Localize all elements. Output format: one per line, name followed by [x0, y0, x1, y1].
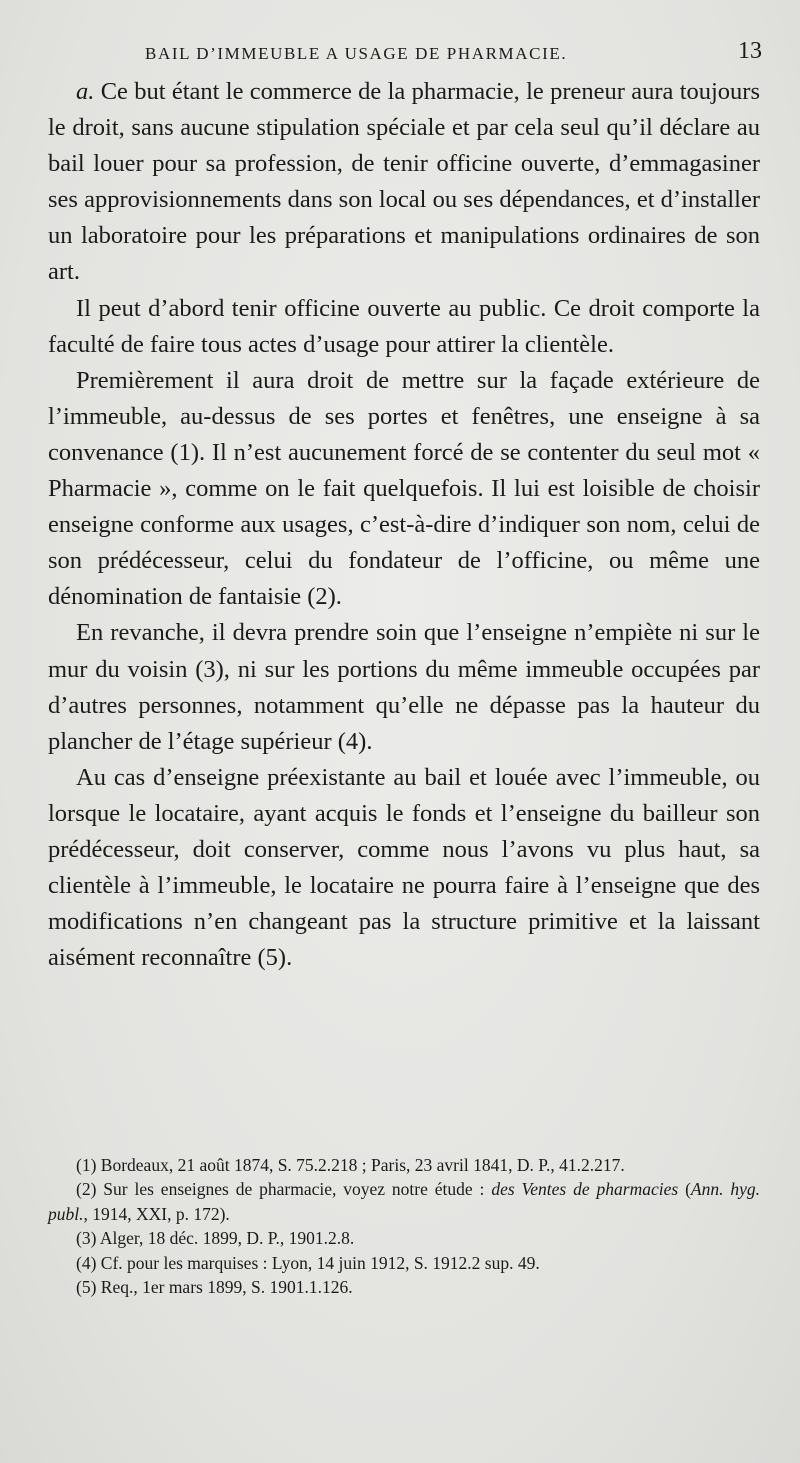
footnote: (4) Cf. pour les marquises : Lyon, 14 juin 1912, S. 1912.2 sup. 49. — [76, 1252, 540, 1273]
footnote — [48, 1177, 760, 1226]
running-head — [0, 38, 800, 68]
paragraph: Premièrement il aura droit de mettre sur la façade extérieure de l’immeuble, au-dessus de ses portes et fenêtres, une enseigne à sa convenance (1). Il n’est aucunement forcé de se contenter du seul mot « Pharmacie », comme on le fait quelquefois. Il lui est loisible de choisir enseigne conforme aux usages, c’est-à-dire d’indiquer son nom, celui de son prédécesseur, celui du fondateur de l’officine, ou même une dénomination de fantaisie (2). — [48, 366, 760, 611]
footnote-title: des Ventes de pharmacies — [491, 1179, 679, 1200]
running-title: BAIL D’IMMEUBLE A USAGE DE PHARMACIE. — [145, 44, 568, 63]
footnote-text: ( — [678, 1179, 691, 1200]
footnote-text: , 1914, XXI, p. 172). — [83, 1203, 230, 1224]
paragraph: Il peut d’abord tenir officine ouverte au public. Ce droit comporte la faculté de faire tous actes d’usage pour attirer la clientèle. — [48, 294, 760, 358]
footnote: (3) Alger, 18 déc. 1899, D. P., 1901.2.8. — [76, 1228, 355, 1249]
paragraph-text: Ce but étant le commerce de la pharmacie, le preneur aura toujours le droit, sans aucune stipulation spéciale et par cela seul qu’il déclare au bail louer pour sa profession, de tenir officine ouverte, d’emmagasiner ses approvisionnements dans son local ou ses dépendances, et d’installer un laboratoire pour les préparations et manipulations ordinaires de son art. — [48, 78, 761, 286]
footnote: (1) Bordeaux, 21 août 1874, S. 75.2.218 ; Paris, 23 avril 1841, D. P., 41.2.217. — [76, 1155, 625, 1175]
paragraph — [48, 74, 760, 291]
footnotes — [48, 1153, 760, 1299]
body-text — [48, 74, 760, 976]
section-letter: a. — [76, 78, 95, 105]
paragraph: En revanche, il devra prendre soin que l’enseigne n’empiète ni sur le mur du voisin (3), ni sur les portions du même immeuble occupées par d’autres personnes, notamment qu’elle ne dépasse pas la hauteur du plancher de l’étage supérieur (4). — [48, 619, 760, 755]
paragraph: Au cas d’enseigne préexistante au bail et louée avec l’immeuble, ou lorsque le locataire, ayant acquis le fonds et l’enseigne du bailleur son prédécesseur, doit conserver, comme nous l’avons vu plus haut, sa clientèle à l’immeuble, le locataire ne pourra faire à l’enseigne que des modifications n’en changeant pas la structure primitive et la laissant aisément reconnaître (5). — [48, 763, 760, 972]
footnote-journal: Ann. hyg. publ. — [48, 1179, 760, 1224]
page-number: 13 — [738, 38, 762, 64]
footnote: (5) Req., 1er mars 1899, S. 1901.1.126. — [76, 1277, 353, 1298]
footnote-text: (2) Sur les enseignes de pharmacie, voyez notre étude : — [76, 1179, 492, 1200]
